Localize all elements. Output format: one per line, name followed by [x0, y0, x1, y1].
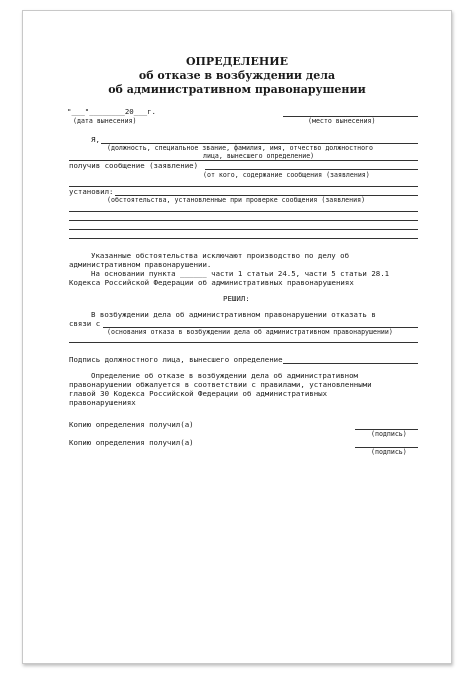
circumstances-line-4: [69, 238, 418, 239]
copy-received-2: Копию определения получил(а): [69, 438, 194, 447]
appeal-line-2: правонарушении обжалуется в соответствии с правилами, установленными: [69, 380, 372, 389]
ya-label: Я,: [91, 135, 100, 144]
circumstances-line-2: [69, 220, 418, 221]
date-field: "___"________20___г.: [67, 107, 156, 116]
official-caption-line-1: (должность, специальное звание, фамилия, имя, отчество должностного: [107, 144, 373, 152]
reason-caption: (основания отказа в возбуждении дела об административном правонарушении): [107, 328, 393, 336]
document-title-line-1: ОПРЕДЕЛЕНИЕ: [185, 55, 289, 68]
circumstances-caption: (обстоятельства, установленные при проверке сообщения (заявления): [107, 196, 366, 204]
circumstances-line-1: [69, 211, 418, 212]
copy-received-1: Копию определения получил(а): [69, 420, 194, 429]
decided-label: РЕШИЛ:: [223, 294, 250, 303]
document-title-line-3: об административном правонарушении: [108, 83, 366, 96]
para2-line-1: На основании пункта ______ части 1 статьи 24.5, части 5 статьи 28.1: [91, 269, 390, 278]
appeal-line-1: Определение об отказе в возбуждении дела об административном: [91, 371, 358, 380]
para2-line-2: Кодекса Российской Федерации об административных правонарушениях: [69, 278, 354, 287]
received-line: [205, 169, 418, 170]
from-caption: (от кого, содержание сообщения (заявления): [203, 171, 370, 179]
signature-caption-1: (подпись): [371, 430, 407, 438]
received-label: получив сообщение (заявление): [69, 161, 199, 170]
reason-line-2: [69, 342, 418, 343]
signature-official: Подпись должностного лица, вынесшего определение: [69, 355, 283, 364]
document-title-line-2: об отказе в возбуждении дела: [138, 69, 336, 82]
signature-caption-2: (подпись): [371, 448, 407, 456]
from-line-2: [69, 186, 418, 187]
para1-line-1: Указанные обстоятельства исключают производство по делу об: [91, 251, 350, 260]
document-page: [22, 10, 452, 664]
place-caption: (место вынесения): [308, 117, 376, 125]
official-signature-line: [283, 363, 418, 364]
appeal-line-4: правонарушениях: [69, 398, 136, 407]
circumstances-line-3: [69, 229, 418, 230]
appeal-line-3: главой 30 Кодекса Российской Федерации об административных: [69, 389, 328, 398]
decision-line-1: В возбуждении дела об административном правонарушении отказать в: [91, 310, 376, 319]
official-caption-line-2: лица, вынесшего определение): [203, 152, 315, 160]
established-label: установил:: [69, 187, 114, 196]
para1-line-2: административном правонарушении.: [69, 260, 212, 269]
date-caption: (дата вынесения): [73, 117, 137, 125]
decision-line-2: связи с: [69, 319, 101, 328]
